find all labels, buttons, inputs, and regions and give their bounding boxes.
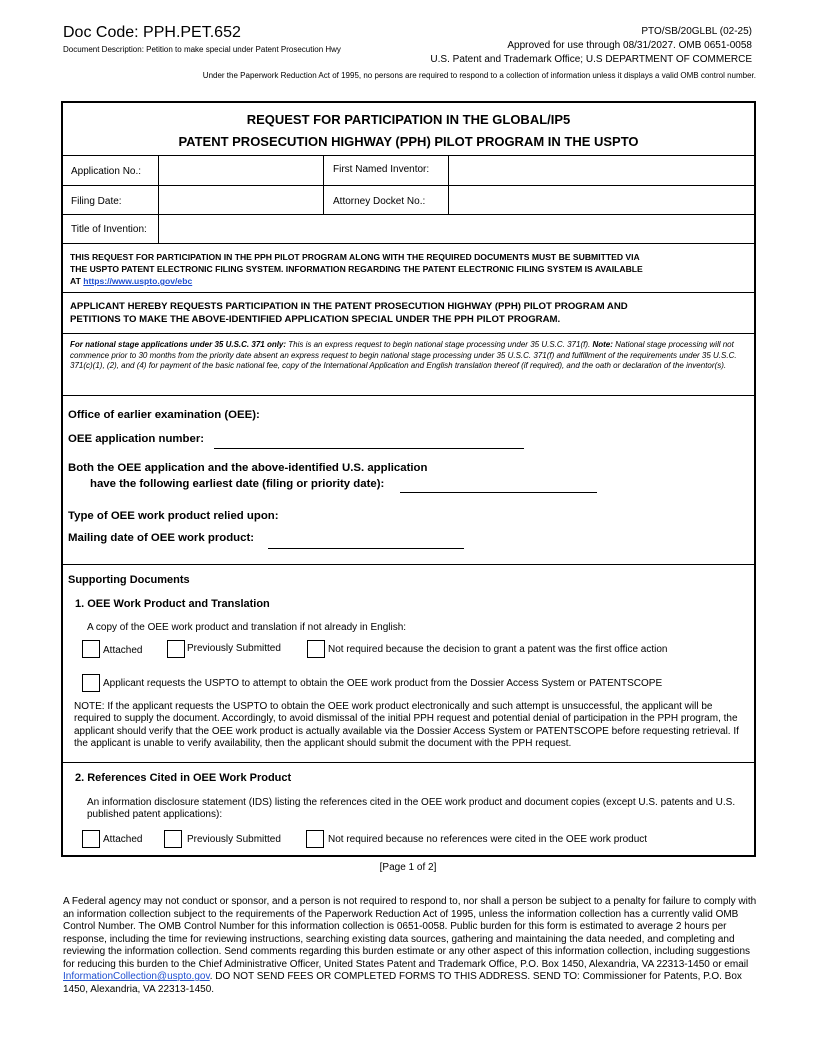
ids-not-required-label: Not required because no references were cited in the OEE work product — [328, 834, 648, 845]
efiling-notice-prefix: AT — [70, 276, 81, 286]
national-stage-text2: National stage processing will not commence prior to 30 months from the priority date absent an express request to begin national stage processing under 35 U.S.C. 371(f) and fulfillment of the requirements under 35 U.S.C. 371(c)(1), (2), and (4) for payment of the basic national fee, copy of the International Application and English translation thereof (if required), and the oath or declaration of the inventor(s). — [70, 340, 737, 370]
burden-text-2: . DO NOT SEND FEES OR COMPLETED FORMS TO THIS ADDRESS. SEND TO: Commissioner for Patents, P.O. Box 1450, Alexandria, VA 22313-1450. — [63, 971, 742, 995]
section1-title: 1. OEE Work Product and Translation — [75, 598, 270, 610]
burden-text-1: A Federal agency may not conduct or sponsor, and a person is not required to respond to, nor shall a person be subject to a penalty for failure to comply with an information collection subject to the requirements of the Paperwork Reduction Act of 1995, unless the information collection has a currently valid OMB Control Number. The OMB Control Number for this information collection is 0651-0058. Public burden for this form is estimated to average 2 hours per response, including the time for reviewing instructions, searching existing data sources, gathering and maintaining the data needed, and completing and reviewing the information collection. Send comments regarding this burden estimate or any other aspect of this information collection, including suggestions for reducing this burden to the Chief Administrative Officer, United States Patent and Trademark Office, P.O. Box 1450, Alexandria, VA 22313-1450 or email — [63, 896, 757, 970]
doc-code: Doc Code: PPH.PET.652 — [63, 24, 241, 41]
page-indicator: [Page 1 of 2] — [379, 862, 437, 873]
doc-description: Document Description: Petition to make special under Patent Prosecution Hwy — [63, 45, 341, 54]
attached-label: Attached — [103, 645, 143, 656]
earliest-date-line1: Both the OEE application and the above-identified U.S. application — [68, 462, 428, 474]
ids-attached-label: Attached — [103, 834, 143, 845]
supporting-documents-section1 — [63, 565, 754, 763]
row-application-inventor — [63, 156, 754, 186]
national-stage-lead: For national stage applications under 35 U.S.C. 371 only: — [70, 340, 287, 349]
efiling-notice-line3 — [70, 275, 750, 287]
row-filing-docket — [63, 186, 754, 215]
efiling-notice — [63, 244, 754, 293]
attorney-docket-label: Attorney Docket No.: — [333, 196, 426, 207]
oee-section — [63, 396, 754, 565]
omb-approval: Approved for use through 08/31/2027. OMB 0651-0058 — [507, 40, 752, 51]
paperwork-notice: Under the Paperwork Reduction Act of 1995, no persons are required to respond to a collection of information unless it displays a valid OMB control number. — [202, 71, 756, 80]
ids-previously-submitted-checkbox[interactable] — [164, 830, 182, 848]
first-named-inventor-label: First Named Inventor: — [333, 164, 430, 175]
not-required-grant-checkbox[interactable] — [307, 640, 325, 658]
attached-checkbox[interactable] — [82, 640, 100, 658]
national-stage-text1: This is an express request to begin national stage processing under 35 U.S.C. 371(f). — [286, 340, 593, 349]
earliest-date-input[interactable] — [400, 492, 597, 493]
oee-office-label: Office of earlier examination (OEE): — [68, 409, 260, 421]
attorney-docket-input[interactable] — [449, 186, 754, 214]
form-number: PTO/SB/20GLBL (02-25) — [641, 26, 752, 37]
title-of-invention-label: Title of Invention: — [71, 224, 147, 235]
issuing-office: U.S. Patent and Trademark Office; U.S DEPARTMENT OF COMMERCE — [430, 54, 752, 65]
form-title-line1: REQUEST FOR PARTICIPATION IN THE GLOBAL/IP5 — [246, 112, 571, 127]
oee-app-number-label: OEE application number: — [68, 433, 205, 445]
ids-not-required-checkbox[interactable] — [306, 830, 324, 848]
not-required-grant-label: Not required because the decision to grant a patent was the first office action — [328, 644, 668, 655]
information-collection-email[interactable]: InformationCollection@uspto.gov — [63, 971, 210, 982]
previously-submitted-label: Previously Submitted — [187, 643, 281, 654]
mailing-date-input[interactable] — [268, 548, 464, 549]
filing-date-input[interactable] — [159, 186, 322, 214]
national-stage-note-label: Note: — [592, 340, 613, 349]
application-no-label: Application No.: — [71, 166, 142, 177]
dossier-request-label: Applicant requests the USPTO to attempt to obtain the OEE work product from the Dossier Access System or PATENTSCOPE — [103, 678, 663, 689]
supporting-documents-section2 — [63, 763, 754, 855]
supporting-docs-heading: Supporting Documents — [68, 574, 190, 586]
dossier-request-checkbox[interactable] — [82, 674, 100, 692]
dossier-note: NOTE: If the applicant requests the USPTO to obtain the OEE work product electronically and such attempt is unsuccessful, the applicant will be required to supply the document. Accordingly, to avoid dismissal of the initial PPH request and potential denial of participation in the PPH program, the applicant should verify that the OEE work product is actually available via the Dossier Access System or PATENTSCOPE before requesting retrieval. If the applicant is unable to verify availability, then the applicant should submit the document with the PPH request. — [74, 701, 739, 749]
form-title — [63, 103, 754, 156]
efiling-notice-line2: THE USPTO PATENT ELECTRONIC FILING SYSTEM. INFORMATION REGARDING THE PATENT ELECTRONIC FILING SYSTEM IS AVAILABLE — [70, 264, 643, 274]
ids-attached-checkbox[interactable] — [82, 830, 100, 848]
burden-statement — [63, 896, 757, 996]
mailing-date-label: Mailing date of OEE work product: — [68, 532, 255, 544]
earliest-date-line2: have the following earliest date (filing or priority date): — [90, 478, 385, 490]
national-stage-notice — [63, 334, 754, 396]
efiling-notice-line1: THIS REQUEST FOR PARTICIPATION IN THE PPH PILOT PROGRAM ALONG WITH THE REQUIRED DOCUMENTS MUST BE SUBMITTED VIA — [70, 252, 640, 262]
previously-submitted-checkbox[interactable] — [167, 640, 185, 658]
uspto-ebc-link[interactable]: https://www.uspto.gov/ebc — [83, 276, 193, 286]
section2-title: 2. References Cited in OEE Work Product — [75, 772, 292, 784]
national-stage-text — [70, 340, 745, 372]
oee-app-number-input[interactable] — [214, 448, 524, 449]
application-no-input[interactable] — [159, 156, 322, 185]
first-named-inventor-input[interactable] — [449, 156, 754, 185]
applicant-request-line1: APPLICANT HEREBY REQUESTS PARTICIPATION IN THE PATENT PROSECUTION HIGHWAY (PPH) PILOT PROGRAM AND — [70, 301, 628, 312]
applicant-request — [63, 293, 754, 334]
filing-date-label: Filing Date: — [71, 196, 122, 207]
section1-intro: A copy of the OEE work product and translation if not already in English: — [87, 622, 407, 633]
pph-request-form — [61, 101, 756, 857]
applicant-request-line2: PETITIONS TO MAKE THE ABOVE-IDENTIFIED APPLICATION SPECIAL UNDER THE PPH PILOT PROGRAM. — [70, 313, 561, 325]
row-title-of-invention — [63, 215, 754, 244]
ids-previously-submitted-label: Previously Submitted — [187, 834, 281, 845]
section2-intro: An information disclosure statement (IDS) listing the references cited in the OEE work product and document copies (except U.S. patents and U.S. published patent applications): — [87, 797, 736, 821]
form-title-line2: PATENT PROSECUTION HIGHWAY (PPH) PILOT PROGRAM IN THE USPTO — [178, 134, 639, 149]
title-of-invention-input[interactable] — [159, 215, 754, 243]
work-product-type-label: Type of OEE work product relied upon: — [68, 510, 279, 522]
